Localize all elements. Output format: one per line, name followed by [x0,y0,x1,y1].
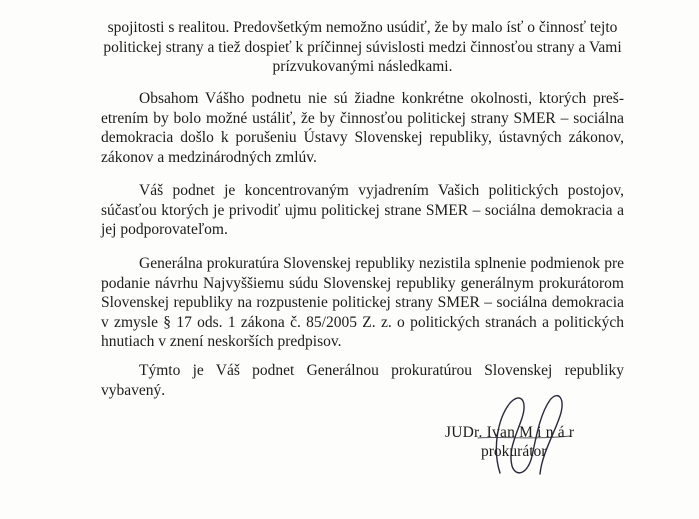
paragraph-no-circumstances: Obsahom Vášho podnetu nie sú žiadne konkrétne okolnosti, ktorých prešetrením by bolo možné ustáliť, že by činnosťou politickej strany SMER – sociálna demokracia došlo k porušeniu Ústavy Slovenskej republiky, ústavných zákonov, zákonov a medzinárodných zmlúv. [101,90,624,166]
paragraph-prosecution-finding: Generálna prokuratúra Slovenskej republiky nezistila splnenie podmienok pre podanie návrhu Najvyššiemu súdu Slovenskej republiky generálnym prokurátorom Slovenskej republiky na rozpustenie politickej strany SMER – sociálna demokracia v zmysle § 17 ods. 1 zákona č. 85/2005 Z. z. o politických stranách a politických hnutiach v znení neskorších predpisov. [101,255,624,350]
signatory-name: JUDr. Ivan M i n á r [445,424,575,441]
paragraph-conclusion: Týmto je Váš podnet Generálnou prokuratúrou Slovenskej republiky vybavený. [101,362,624,399]
signatory-title: prokurátor [481,443,547,460]
paragraph-continuation: spojitosti s realitou. Predovšetkým nemožno usúdiť, že by malo ísť o činnosť tejto politickej strany a tiež dospieť k príčinnej súvislosti medzi činnosťou strany a Vami prízvukovanými následkami. [103,19,622,75]
paragraph-political-views: Váš podnet je koncentrovaným vyjadrením Vašich politických postojov, súčasťou ktorých je privodiť ujmu politickej strane SMER – sociálna demokracia a jej podporovateľom. [101,182,624,238]
